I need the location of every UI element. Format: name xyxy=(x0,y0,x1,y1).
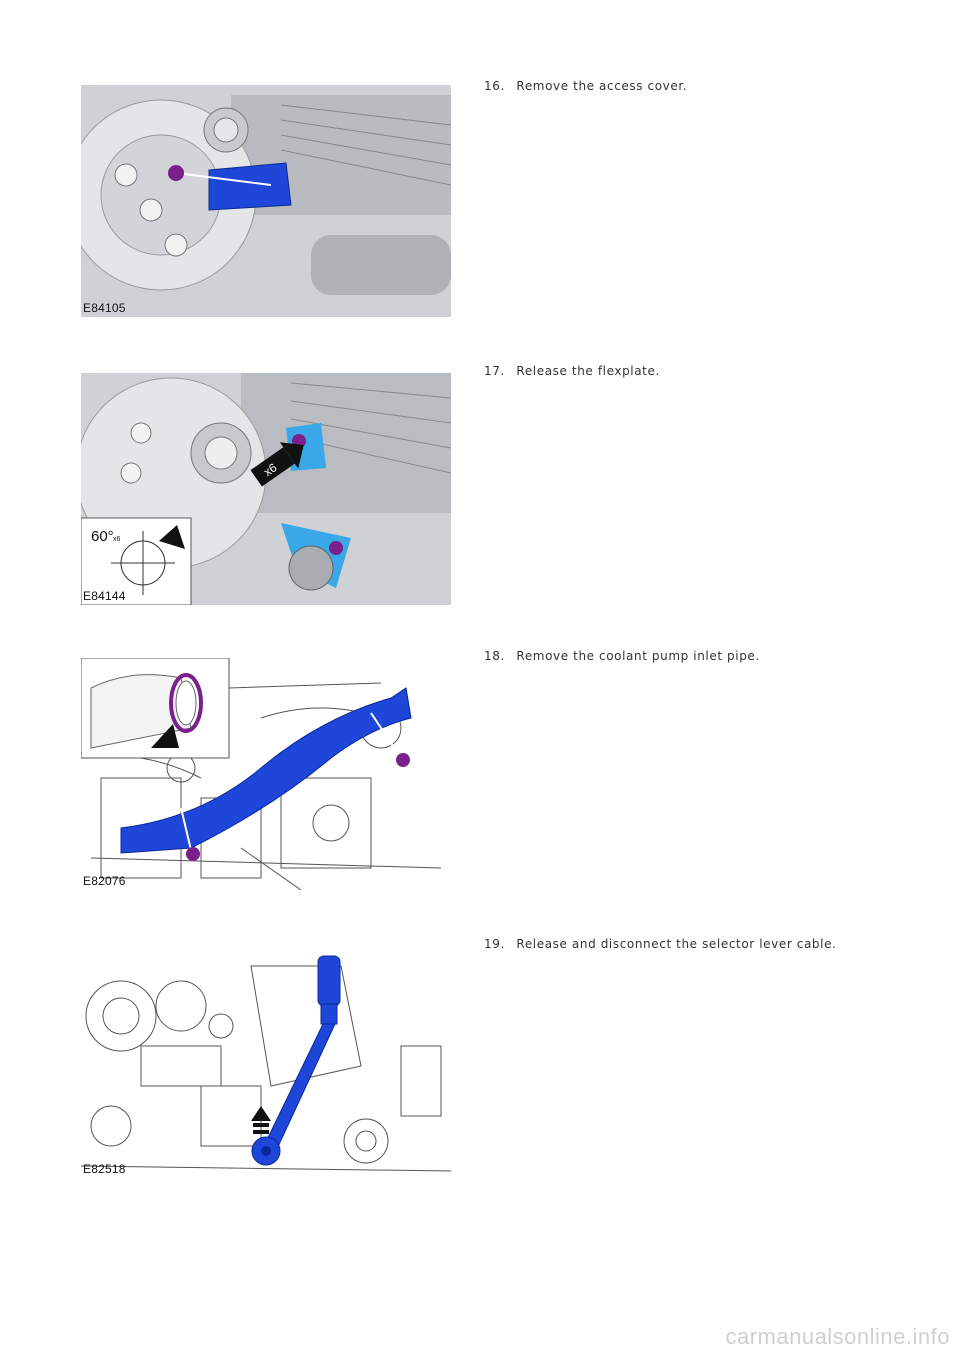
figure-step-18 xyxy=(81,658,451,890)
bolt-icon xyxy=(168,165,184,181)
selector-cable-illustration xyxy=(81,946,451,1178)
footer-watermark: carmanualsonline.info xyxy=(725,1324,950,1349)
step-text: Remove the access cover. xyxy=(516,79,688,93)
flexplate-illustration xyxy=(81,373,451,605)
step-17 xyxy=(484,364,660,378)
step-number: 19. xyxy=(484,937,505,951)
access-cover-highlight xyxy=(209,163,291,210)
figure-step-19 xyxy=(81,946,451,1178)
step-18 xyxy=(484,649,760,663)
step-text: Release the flexplate. xyxy=(516,364,660,378)
figure-step-16 xyxy=(81,85,451,317)
step-number: 18. xyxy=(484,649,505,663)
inset-qty: x6 xyxy=(113,536,121,543)
bolt-icon xyxy=(186,847,200,861)
step-16 xyxy=(484,79,687,93)
step-number: 17. xyxy=(484,364,505,378)
step-19 xyxy=(484,937,836,951)
figure-id: E84105 xyxy=(83,301,126,315)
step-text: Release and disconnect the selector lever cable. xyxy=(516,937,837,951)
figure-id: E82518 xyxy=(83,1162,126,1176)
figure-id: E84144 xyxy=(83,589,126,603)
inset-angle: 60° xyxy=(91,528,114,545)
figure-step-17 xyxy=(81,373,451,605)
figure-id: E82076 xyxy=(83,874,126,888)
transmission-illustration xyxy=(81,85,451,317)
step-text: Remove the coolant pump inlet pipe. xyxy=(516,649,760,663)
coolant-pipe-illustration xyxy=(81,658,451,890)
step-number: 16. xyxy=(484,79,505,93)
bolt-icon xyxy=(396,753,410,767)
arrow-label: x6 xyxy=(261,460,280,480)
bolt-icon xyxy=(329,541,343,555)
